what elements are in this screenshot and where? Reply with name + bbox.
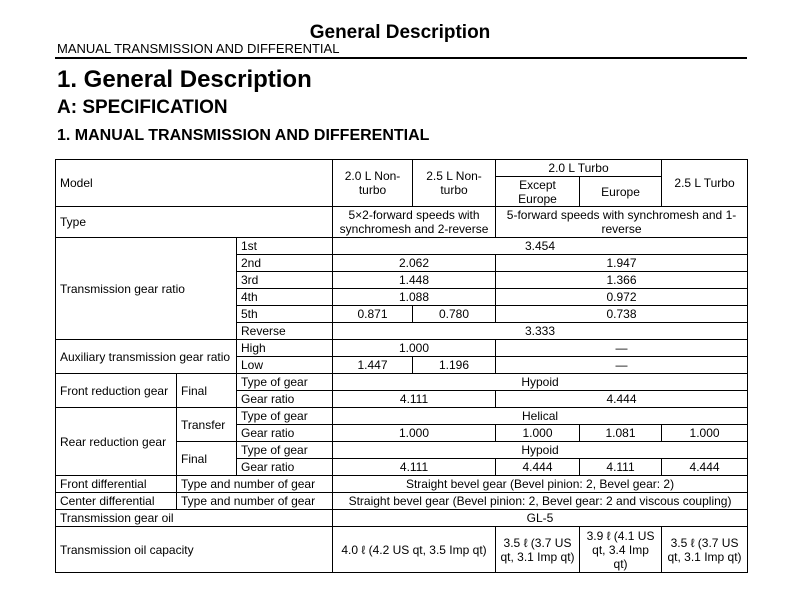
col-header-europe: Europe: [580, 177, 662, 207]
gear-5th-label: 5th: [237, 306, 333, 323]
aux-low-label: Low: [237, 357, 333, 374]
section-heading-2: A: SPECIFICATION: [57, 97, 228, 118]
gear-2nd-label: 2nd: [237, 255, 333, 272]
rear-transfer-type-label: Type of gear: [237, 408, 333, 425]
rear-final-ratio-label: Gear ratio: [237, 459, 333, 476]
center-differential-value: Straight bevel gear (Bevel pinion: 2, Bevel gear: 2 and viscous coupling): [333, 493, 748, 510]
front-final-type-label: Type of gear: [237, 374, 333, 391]
front-final-type-value: Hypoid: [333, 374, 748, 391]
gear-4th-turbo-value: 0.972: [496, 289, 748, 306]
table-row: [56, 340, 748, 357]
aux-low-20-value: 1.447: [333, 357, 413, 374]
front-reduction-gear-label: Front reduction gear: [56, 374, 177, 408]
rear-final-type-label: Type of gear: [237, 442, 333, 459]
rear-final-label: Final: [177, 442, 237, 476]
gear-2nd-nonturbo-value: 2.062: [333, 255, 496, 272]
rear-transfer-ratio-label: Gear ratio: [237, 425, 333, 442]
gear-4th-label: 4th: [237, 289, 333, 306]
rear-final-type-value: Hypoid: [333, 442, 748, 459]
rear-transfer-ratio-europe: 1.081: [580, 425, 662, 442]
rear-transfer-ratio-25turbo: 1.000: [662, 425, 748, 442]
type-label: Type: [56, 207, 333, 238]
table-row: [56, 476, 748, 493]
rear-final-ratio-25turbo: 4.444: [662, 459, 748, 476]
table-row: [56, 207, 748, 238]
rear-transfer-ratio-except-europe: 1.000: [496, 425, 580, 442]
aux-high-label: High: [237, 340, 333, 357]
rear-transfer-ratio-nonturbo: 1.000: [333, 425, 496, 442]
type-turbo-value: 5-forward speeds with synchromesh and 1-reverse: [496, 207, 748, 238]
section-heading-1: 1. General Description: [57, 66, 312, 93]
capacity-europe-value: 3.9 ℓ (4.1 US qt, 3.4 Imp qt): [580, 527, 662, 573]
gear-1st-value: 3.454: [333, 238, 748, 255]
table-row: [56, 493, 748, 510]
col-header-25-nonturbo: 2.5 L Non-turbo: [413, 160, 496, 207]
col-header-20-turbo: 2.0 L Turbo: [496, 160, 662, 177]
aux-low-25-value: 1.196: [413, 357, 496, 374]
front-differential-value: Straight bevel gear (Bevel pinion: 2, Bevel gear: 2): [333, 476, 748, 493]
front-final-ratio-turbo: 4.444: [496, 391, 748, 408]
center-differential-label: Center differential: [56, 493, 177, 510]
center-diff-type-label: Type and number of gear: [177, 493, 333, 510]
auxiliary-gear-ratio-label: Auxiliary transmission gear ratio: [56, 340, 237, 374]
col-header-20-nonturbo: 2.0 L Non-turbo: [333, 160, 413, 207]
front-final-ratio-nonturbo: 4.111: [333, 391, 496, 408]
front-diff-type-label: Type and number of gear: [177, 476, 333, 493]
rear-final-ratio-europe: 4.111: [580, 459, 662, 476]
rear-transfer-type-value: Helical: [333, 408, 748, 425]
aux-high-nonturbo-value: 1.000: [333, 340, 496, 357]
front-final-label: Final: [177, 374, 237, 408]
gear-3rd-turbo-value: 1.366: [496, 272, 748, 289]
table-row: [56, 238, 748, 255]
col-header-25-turbo: 2.5 L Turbo: [662, 160, 748, 207]
gear-5th-20nonturbo-value: 0.871: [333, 306, 413, 323]
aux-low-turbo-value: —: [496, 357, 748, 374]
page-header-subtitle: MANUAL TRANSMISSION AND DIFFERENTIAL: [57, 41, 340, 56]
header-divider: [55, 57, 747, 59]
gear-reverse-value: 3.333: [333, 323, 748, 340]
capacity-nonturbo-value: 4.0 ℓ (4.2 US qt, 3.5 Imp qt): [333, 527, 496, 573]
gear-5th-25nonturbo-value: 0.780: [413, 306, 496, 323]
gear-1st-label: 1st: [237, 238, 333, 255]
rear-transfer-label: Transfer: [177, 408, 237, 442]
transmission-gear-oil-value: GL-5: [333, 510, 748, 527]
transmission-gear-ratio-label: Transmission gear ratio: [56, 238, 237, 340]
table-row: [56, 408, 748, 425]
gear-2nd-turbo-value: 1.947: [496, 255, 748, 272]
gear-5th-turbo-value: 0.738: [496, 306, 748, 323]
section-heading-3: 1. MANUAL TRANSMISSION AND DIFFERENTIAL: [57, 127, 430, 144]
capacity-except-europe-value: 3.5 ℓ (3.7 US qt, 3.1 Imp qt): [496, 527, 580, 573]
gear-3rd-label: 3rd: [237, 272, 333, 289]
table-row: [56, 160, 748, 177]
rear-final-ratio-except-europe: 4.444: [496, 459, 580, 476]
aux-high-turbo-value: —: [496, 340, 748, 357]
front-final-ratio-label: Gear ratio: [237, 391, 333, 408]
table-row: [56, 527, 748, 573]
page-header-title: General Description: [309, 22, 491, 43]
gear-4th-nonturbo-value: 1.088: [333, 289, 496, 306]
front-differential-label: Front differential: [56, 476, 177, 493]
gear-reverse-label: Reverse: [237, 323, 333, 340]
col-header-except-europe: Except Europe: [496, 177, 580, 207]
rear-reduction-gear-label: Rear reduction gear: [56, 408, 177, 476]
transmission-oil-capacity-label: Transmission oil capacity: [56, 527, 333, 573]
rear-final-ratio-nonturbo: 4.111: [333, 459, 496, 476]
specification-table: [55, 159, 748, 573]
type-nonturbo-value: 5×2-forward speeds with synchromesh and 2-reverse: [333, 207, 496, 238]
gear-3rd-nonturbo-value: 1.448: [333, 272, 496, 289]
table-row: [56, 374, 748, 391]
table-row: [56, 510, 748, 527]
capacity-25turbo-value: 3.5 ℓ (3.7 US qt, 3.1 Imp qt): [662, 527, 748, 573]
transmission-gear-oil-label: Transmission gear oil: [56, 510, 333, 527]
model-label: Model: [56, 160, 333, 207]
